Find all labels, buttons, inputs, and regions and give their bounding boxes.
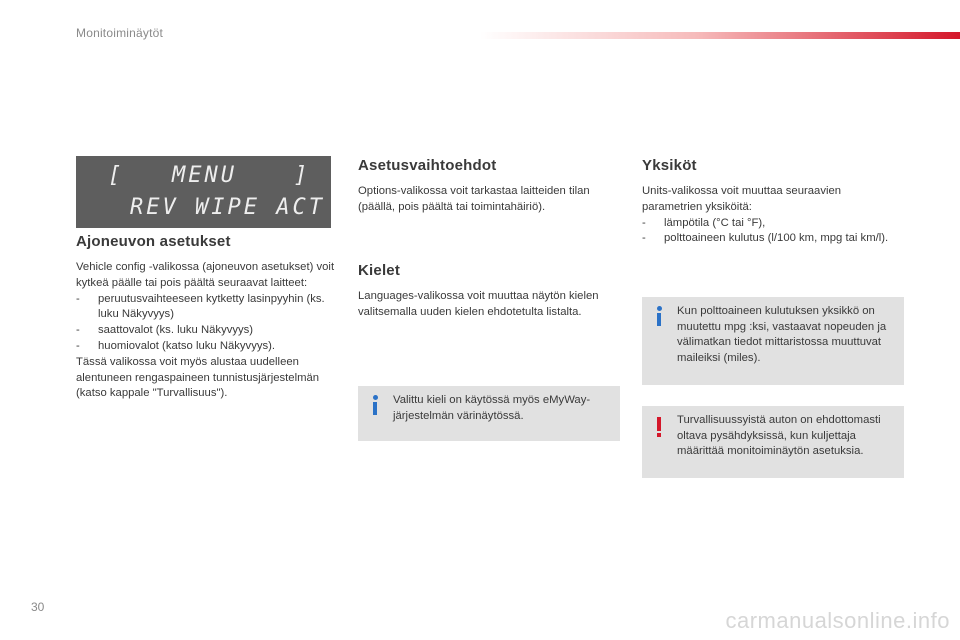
display-bracket-right: ] — [294, 163, 311, 188]
section-intro: Units-valikossa voit muuttaa seuraavien parametrien yksiköitä: — [642, 185, 842, 213]
info-icon — [652, 306, 666, 328]
header-accent-bar — [480, 32, 960, 39]
safety-warning-note — [642, 406, 904, 478]
list-item: - saattovalot (ks. luku Näkyvyys) — [76, 323, 346, 339]
units-list — [642, 216, 904, 248]
info-icon — [368, 395, 382, 417]
section-title: Ajoneuvon asetukset — [76, 233, 231, 250]
section-title: Yksiköt — [642, 157, 697, 174]
watermark: carmanualsonline.info — [725, 608, 950, 633]
section-intro: Vehicle config -valikossa (ajoneuvon asetukset) voit kytkeä päälle tai pois päältä seuraavat laitteet: — [76, 261, 335, 289]
options-section — [358, 157, 620, 216]
menu-display-screen — [76, 156, 331, 228]
section-text: Options-valikossa voit tarkastaa laitteiden tilan (päällä, pois päältä tai toimintahäiriö). — [358, 185, 590, 213]
vehicle-settings-section — [76, 233, 346, 402]
language-info-note — [358, 386, 620, 441]
header-title: Monitoiminäytöt — [76, 26, 164, 40]
menu-display-image — [76, 156, 331, 228]
section-outro: Tässä valikossa voit myös alustaa uudelleen alentuneen rengaspaineen tunnistusjärjestelmän (katso kappale "Turvallisuus"). — [76, 355, 320, 400]
device-list — [76, 292, 346, 355]
list-item: - polttoaineen kulutus (l/100 km, mpg tai km/l). — [642, 231, 904, 247]
display-menu-item: REV WIPE ACT — [130, 195, 325, 220]
display-menu-label: MENU — [172, 163, 237, 188]
list-item: - huomiovalot (katso luku Näkyvyys). — [76, 339, 346, 355]
units-section — [642, 157, 904, 247]
list-item: - lämpötila (°C tai °F), — [642, 216, 904, 232]
list-item: - peruutusvaihteeseen kytketty lasinpyyhin (ks. luku Näkyvyys) — [76, 292, 346, 324]
section-title: Kielet — [358, 262, 401, 279]
fuel-units-info-note — [642, 297, 904, 385]
languages-section — [358, 262, 620, 321]
warning-exclamation-icon — [652, 415, 666, 437]
note-text: Valittu kieli on käytössä myös eMyWay-järjestelmän värinäytössä. — [393, 394, 591, 422]
note-text: Turvallisuussyistä auton on ehdottomasti oltava pysähdyksissä, kun kuljettaja määrittää monitoiminäytön asetuksia. — [677, 414, 881, 458]
display-bracket-left: [ — [108, 163, 125, 188]
section-text: Languages-valikossa voit muuttaa näytön kielen valitsemalla uuden kielen ehdotetulta listalta. — [358, 290, 599, 318]
page-number: 30 — [31, 600, 45, 614]
section-title: Asetusvaihtoehdot — [358, 157, 497, 174]
note-text: Kun polttoaineen kulutuksen yksikkö on muutettu mpg :ksi, vastaavat nopeuden ja välimatkan tiedot mittaristossa muuttuvat maileiksi (miles). — [677, 305, 887, 364]
